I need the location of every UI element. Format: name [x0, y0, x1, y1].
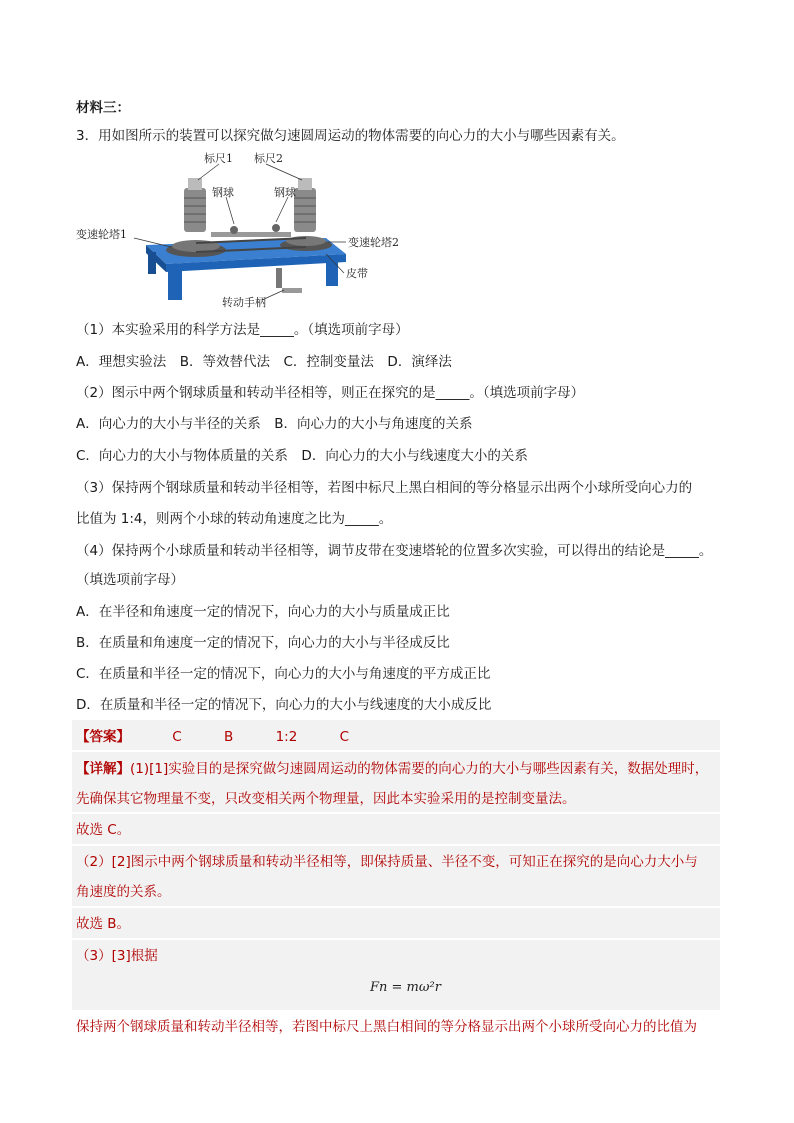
label-scale-1: 标尺1 — [204, 152, 233, 165]
sub3-line2: 比值为 1:4，则两个小球的转动角速度之比为_____。 — [76, 511, 393, 527]
detail3-block-bg — [72, 940, 720, 1010]
table-leg-front-right — [326, 260, 338, 286]
answer-1: C — [172, 729, 182, 745]
label-ball-right: 钢球 — [274, 186, 296, 199]
answer-2: B — [224, 729, 234, 745]
detail1-choice: 故选 C。 — [76, 822, 131, 838]
detail3-intro: （3）[3]根据 — [76, 948, 158, 964]
table-leg-front-left — [168, 270, 182, 300]
steel-ball-right — [272, 224, 280, 232]
detail-label: 【详解】 — [76, 761, 130, 777]
sub2-options-ab: A．向心力的大小与半径的关系 B．向心力的大小与角速度的关系 — [76, 416, 473, 432]
sub4-line2: （填选项前字母） — [76, 572, 184, 588]
material-title: 材料三： — [76, 100, 130, 116]
answer-4: C — [339, 729, 350, 745]
sub3-line1: （3）保持两个钢球质量和转动半径相等，若图中标尺上黑白相间的等分格显示出两个小球所受向心力的 — [76, 480, 693, 496]
rail — [211, 232, 291, 237]
formula-fn: Fn = mω²r — [370, 980, 441, 995]
scale-2-cylinder — [294, 188, 316, 232]
detail1-line2: 先确保其它物理量不变，只改变相关两个物理量，因此本实验采用的是控制变量法。 — [76, 791, 576, 807]
gear-tower-2-mid — [286, 236, 326, 246]
label-tower-1: 变速轮塔1 — [76, 228, 127, 241]
handle-shaft — [276, 268, 282, 288]
label-belt: 皮带 — [346, 267, 368, 280]
table-leg-back-left — [148, 252, 156, 274]
handle-crank — [282, 288, 302, 293]
sub4-line1: （4）保持两个小球质量和转动半径相等，调节皮带在变速塔轮的位置多次实验，可以得出的结论是_____。 — [76, 543, 713, 559]
sub4-option-d: D．在质量和半径一定的情况下，向心力的大小与线速度的大小成反比 — [76, 697, 492, 713]
detail2-choice-bg — [72, 908, 720, 938]
label-handle: 转动手柄 — [222, 296, 266, 309]
label-tower-2: 变速轮塔2 — [348, 236, 399, 249]
answer-label: 【答案】 — [76, 729, 130, 745]
steel-ball-left — [230, 226, 238, 234]
sub1-question: （1）本实验采用的科学方法是_____。（填选项前字母） — [76, 322, 409, 338]
scale-2-top — [298, 178, 312, 190]
sub2-question: （2）图示中两个钢球质量和转动半径相等，则正在探究的是_____。（填选项前字母） — [76, 385, 585, 401]
sub2-options-cd: C．向心力的大小与物体质量的关系 D．向心力的大小与线速度大小的关系 — [76, 448, 528, 464]
detail2-line2: 角速度的关系。 — [76, 884, 171, 900]
question-text: 3．用如图所示的装置可以探究做匀速圆周运动的物体需要的向心力的大小与哪些因素有关。 — [76, 128, 625, 144]
answer-row — [76, 727, 349, 747]
final-line: 保持两个钢球质量和转动半径相等，若图中标尺上黑白相间的等分格显示出两个小球所受向心力的比值为 — [76, 1019, 697, 1035]
label-scale-2: 标尺2 — [254, 152, 283, 165]
scale-1-cylinder — [184, 188, 206, 232]
detail1-line1 — [76, 759, 708, 779]
sub1-options: A．理想实验法 B．等效替代法 C．控制变量法 D．演绎法 — [76, 354, 452, 370]
sub4-option-c: C．在质量和半径一定的情况下，向心力的大小与角速度的平方成正比 — [76, 666, 491, 682]
detail2-choice: 故选 B。 — [76, 916, 131, 932]
sub4-option-b: B．在质量和角速度一定的情况下，向心力的大小与半径成反比 — [76, 635, 450, 651]
detail1-text: (1)[1]实验目的是探究做匀速圆周运动的物体需要的向心力的大小与哪些因素有关，数据处理时， — [130, 761, 709, 777]
label-ball-left: 钢球 — [212, 186, 234, 199]
detail2-line1: （2）[2]图示中两个钢球质量和转动半径相等，即保持质量、半径不变，可知正在探究的是向心力大小与 — [76, 854, 698, 870]
answer-3: 1:2 — [275, 729, 298, 745]
scale-1-top — [188, 178, 202, 190]
apparatus-figure — [76, 150, 399, 310]
detail1-choice-bg — [72, 814, 720, 844]
sub4-option-a: A．在半径和角速度一定的情况下，向心力的大小与质量成正比 — [76, 604, 450, 620]
